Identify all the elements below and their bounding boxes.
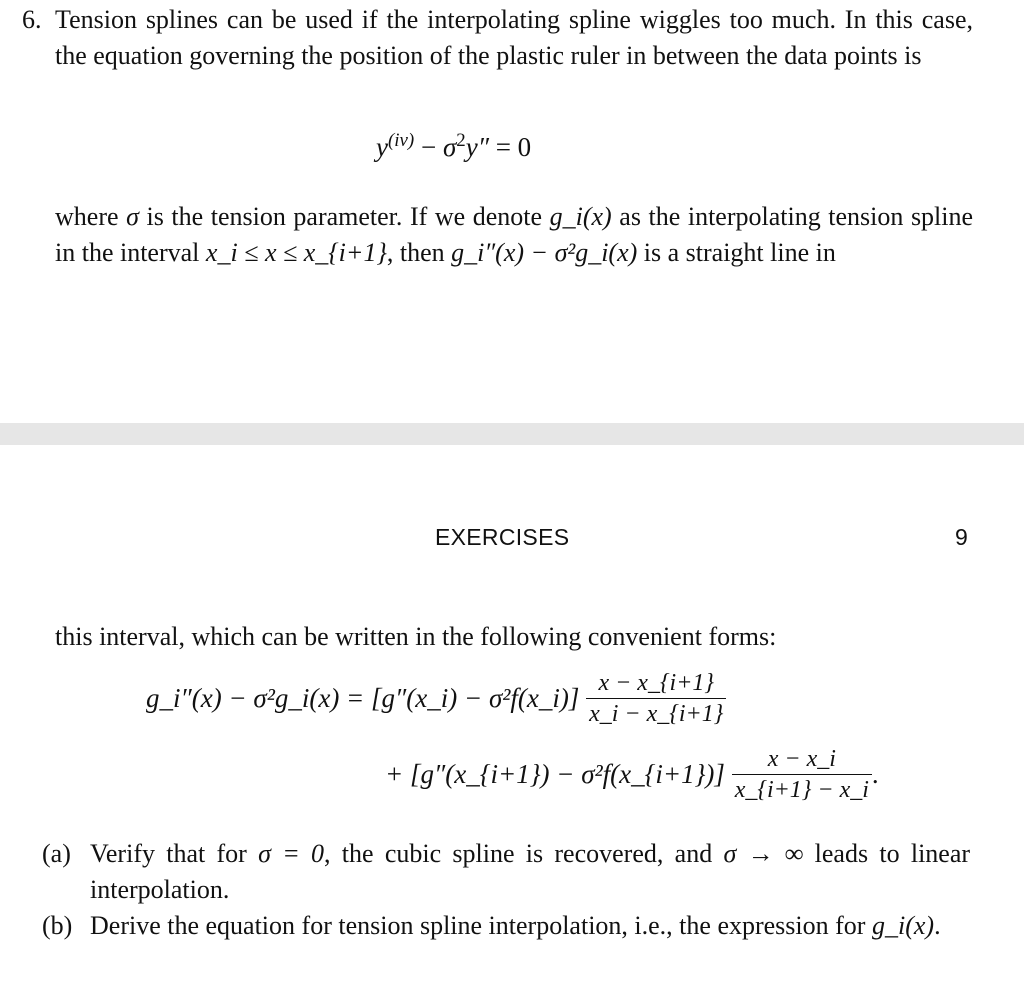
page-number: 9 [955, 524, 968, 550]
item-a-math-1: σ = 0 [258, 839, 325, 868]
exercise-item-a [42, 836, 972, 908]
item-a-text [90, 836, 970, 908]
item-b-text [90, 908, 970, 944]
eq2-frac1-numerator: x − x_{i+1} [598, 670, 714, 696]
eq2-line2: + [g″(x_{i+1}) − σ²f(x_{i+1})] [385, 759, 725, 789]
item-a-text-3: leads to linear interpolation. [90, 839, 971, 904]
p2-then: , then [386, 238, 445, 267]
problem-definition-text [55, 199, 973, 271]
p2-spline-interval: as the interpolating tension spline in the interval [55, 202, 974, 267]
eq2-frac2-numerator: x − x_i [767, 746, 836, 772]
problem-intro-text: Tension splines can be used if the interpolating spline wiggles too much. In this case, the equation governing the position of the plastic ruler in between the data points is [55, 5, 973, 70]
eq1-rhs: = 0 [488, 132, 532, 162]
eq2-lhs: g_i″(x) − σ²g_i(x) = [g″(x_i) − σ²f(x_i)] [146, 683, 580, 713]
eq1-derivative-order: (iv) [387, 130, 415, 151]
item-b-label: (b) [42, 911, 73, 940]
p2-where: where [55, 202, 119, 231]
page-break-band [0, 423, 1024, 445]
p2-interval: x_i ≤ x ≤ x_{i+1} [205, 238, 387, 267]
eq1-square: 2 [456, 130, 466, 151]
item-b-text-2: . [934, 911, 941, 940]
continuation-text: this interval, which can be written in the following convenient forms: [55, 622, 777, 651]
running-head: EXERCISES [435, 524, 570, 550]
eq1-sigma: σ [442, 132, 457, 162]
p2-gix: g_i(x) [549, 202, 612, 231]
p2-expr: g_i″(x) − σ²g_i(x) [451, 238, 638, 267]
item-a-label: (a) [42, 839, 71, 868]
item-a-text-2: , the cubic spline is recovered, and [324, 839, 713, 868]
eq1-y: y [376, 132, 388, 162]
p2-tension-param: is the tension parameter. If we denote [146, 202, 543, 231]
eq2-frac2-denominator: x_{i+1} − x_i [734, 777, 869, 803]
tension-equation [376, 132, 531, 163]
forms-equation-line-1 [146, 668, 726, 729]
eq1-ypp: y″ [465, 132, 489, 162]
item-a-text-1: Verify that for [90, 839, 247, 868]
forms-equation-line-2 [385, 744, 879, 805]
item-a-math-2: σ → ∞ [723, 839, 804, 868]
eq2-fraction-1 [586, 668, 726, 729]
p2-sigma: σ [126, 202, 139, 231]
problem-number: 6. [22, 5, 42, 34]
eq2-frac1-denominator: x_i − x_{i+1} [589, 701, 724, 727]
eq2-fraction-2 [732, 744, 872, 805]
eq2-period: . [871, 759, 879, 789]
eq1-minus: − [414, 132, 443, 162]
p2-straight-line: is a straight line in [643, 238, 836, 267]
item-b-text-1: Derive the equation for tension spline interpolation, i.e., the expression for [90, 911, 866, 940]
item-b-math-1: g_i(x) [871, 911, 935, 940]
exercise-item-b [42, 908, 972, 980]
